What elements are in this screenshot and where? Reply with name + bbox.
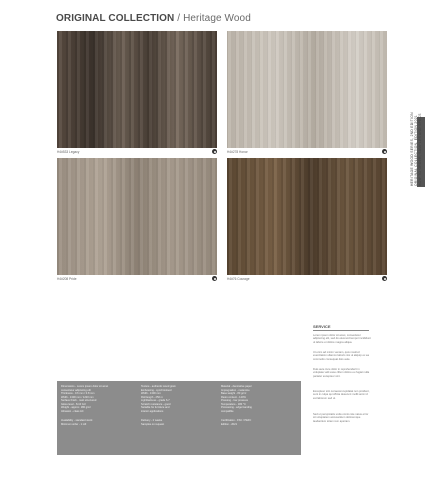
service-paragraph: Excepteur sint occaecat cupidatat non proident, sunt in culpa qui officia deserunt mollit anim id est laborum sed ut. — [313, 390, 370, 400]
spec-line: Temperature - 180 °C — [221, 402, 246, 406]
spec-line: interior applications — [141, 409, 164, 413]
swatch-caption-courage: H4#76 Courage — [227, 277, 250, 281]
side-line: HERITAGE WOOD SERIES, 2ND EDITION — [410, 112, 414, 186]
spec-line: Thickness - 0.6 mm / 0.8 mm — [61, 392, 95, 395]
spec-box — [57, 381, 301, 455]
spec-line: Abrasion - class AC — [61, 409, 84, 413]
spec-line: consectetur adipiscing elit — [61, 388, 91, 392]
wood-swatch-legacy — [57, 31, 217, 148]
spec-line: Material - decorative paper — [221, 385, 252, 388]
spec-line: Scratch resistance - good — [141, 402, 171, 406]
service-paragraph: Duis aute irure dolor in reprehenderit in voluptate velit esse cillum dolore eu fugiat nulla pariatur excepteur sint. — [313, 368, 370, 378]
title-separator: / — [177, 13, 181, 24]
collection-series: Heritage Wood — [183, 13, 251, 24]
wood-swatch-honor — [227, 31, 387, 148]
wood-swatch-pride — [57, 158, 217, 275]
spec-line: Roll length - 250 m — [141, 395, 163, 399]
spec-line: Suitable for furniture and — [141, 406, 170, 409]
spec-footnote: Minimum order - 1 roll — [61, 422, 87, 426]
spec-column — [221, 385, 297, 426]
spec-line: Base weight - 80 g/m² — [221, 392, 247, 395]
spec-line: Resin content - 120% — [221, 395, 246, 399]
spec-line: compatible — [221, 409, 234, 413]
spec-footnote: Delivery - 2 weeks — [141, 419, 163, 422]
spec-line: Lightfastness - grade 6-7 — [141, 399, 170, 402]
info-circle-icon[interactable] — [212, 276, 217, 281]
service-paragraph: Ut enim ad minim veniam, quis nostrud exercitation ullamco laboris nisi ut aliquip ex ea commodo consequat duis aute. — [313, 351, 370, 361]
info-circle-icon[interactable] — [382, 149, 387, 154]
swatch-caption-legacy: H4#533 Legacy — [57, 150, 80, 154]
spec-footnote: Edition - 2021 — [221, 422, 238, 426]
spec-line: Weight - approx. 180 g/m² — [61, 406, 91, 409]
service-paragraph: Lorem ipsum dolor sit amet, consectetur adipiscing elit, sed do eiusmod tempor incididunt ut labore et dolore magna aliqua. — [313, 334, 371, 344]
collection-name: ORIGINAL COLLECTION — [56, 13, 175, 24]
spec-footnote: Availability - standard stock — [61, 419, 93, 422]
spec-line: Gloss level - 8-10 GU — [61, 402, 86, 406]
spec-line: Surface finish - matt structured — [61, 399, 97, 402]
spec-column — [61, 385, 137, 426]
service-heading: SERVICE — [313, 324, 331, 329]
info-circle-icon[interactable] — [212, 149, 217, 154]
spec-line: Processing - edge banding — [221, 406, 252, 409]
page-title — [56, 13, 251, 24]
wood-swatch-courage — [227, 158, 387, 275]
spec-line: Impregnation - melamine — [221, 388, 250, 392]
spec-line: Width - 1300 mm / 1220 mm — [61, 395, 94, 399]
spec-column — [141, 385, 217, 426]
swatch-caption-pride: H4#208 Pride — [57, 277, 77, 281]
side-line: HOW TO ORDER, SAMPLES AND SPECS — [418, 113, 422, 186]
spec-line: Width - 1300 mm — [141, 392, 161, 395]
swatch-caption-honor: H4#278 Honor — [227, 150, 248, 154]
spec-line: Embossing - synchronised — [141, 388, 172, 392]
side-index-text — [410, 112, 422, 186]
service-paragraph: Sed ut perspiciatis unde omnis iste natus error sit voluptatem accusantium doloremque laudantium totam rem aperiam. — [313, 413, 369, 423]
info-circle-icon[interactable] — [382, 276, 387, 281]
spec-line: Pressing - low pressure — [221, 399, 249, 402]
spec-line: Texture - authentic wood grain — [141, 385, 176, 388]
service-divider — [313, 330, 369, 331]
spec-footnote: Certification - FSC / PEFC — [221, 419, 252, 422]
side-line: ORIGINAL COLLECTION, EDITION 2021 — [414, 115, 418, 186]
spec-line: Dimensions - Lorem ipsum dolor sit amet — [61, 385, 109, 388]
spec-footnote: Samples on request — [141, 422, 165, 426]
